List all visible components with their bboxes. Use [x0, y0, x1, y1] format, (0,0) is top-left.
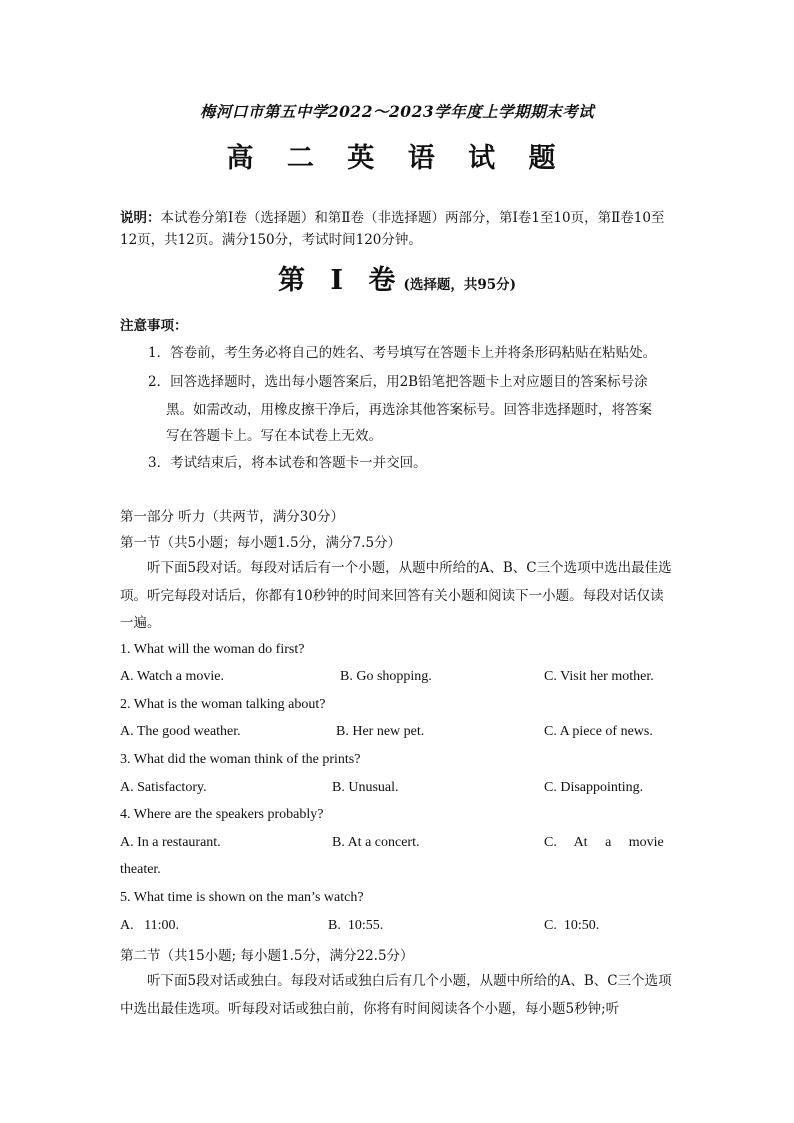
- option-c: C. Disappointing.: [544, 780, 644, 795]
- option-a: A. Satisfactory.: [120, 780, 207, 795]
- notice-item: 写在答题卡上。写在本试卷上无效。: [166, 428, 382, 444]
- school-exam-title: 梅河口市第五中学2022～2023学年度上学期期末考试: [199, 102, 595, 121]
- question-3: 3. What did the woman think of the prints?: [120, 752, 361, 767]
- option-a: A. Watch a movie.: [120, 669, 224, 684]
- section2-instructions: 听下面5段对话或独白。每段对话或独白后有几个小题，从题中所给的A、B、C三个选项中选出最佳选项。听每段对话或独白前，你将有时间阅读各个小题，每小题5秒钟;听: [120, 973, 672, 1017]
- description-text: 本试卷分第Ⅰ卷（选择题）和第Ⅱ卷（非选择题）两部分，第Ⅰ卷1至10页，第Ⅱ卷10至12页，共12页。满分150分，考试时间120分钟。: [120, 210, 665, 248]
- option-b: B. Unusual.: [332, 780, 399, 795]
- option-a: A. The good weather.: [120, 724, 241, 739]
- notice-item: 2．回答选择题时，选出每小题答案后，用2B铅笔把答题卡上对应题目的答案标号涂: [148, 374, 648, 390]
- option-c: C. At a movie: [544, 835, 664, 850]
- subject-title: 高 二 英 语 试 题: [226, 143, 568, 174]
- notice-heading: 注意事项：: [120, 318, 188, 334]
- section2-heading: 第二节（共15小题; 每小题1.5分，满分22.5分）: [120, 948, 414, 964]
- question-4: 4. Where are the speakers probably?: [120, 807, 324, 822]
- option-a: A. In a restaurant.: [120, 835, 221, 850]
- option-c-continuation: theater.: [120, 862, 161, 877]
- option-b: B. At a concert.: [332, 835, 420, 850]
- question-2: 2. What is the woman talking about?: [120, 697, 326, 712]
- option-b: B. 10:55.: [328, 918, 384, 933]
- section1-heading: 第一节（共5小题；每小题1.5分，满分7.5分）: [120, 535, 402, 551]
- exam-description: [120, 207, 676, 251]
- notice-item: 黑。如需改动，用橡皮擦干净后，再选涂其他答案标号。回答非选择题时，将答案: [166, 402, 652, 418]
- description-label: 说明：: [120, 210, 161, 226]
- option-b: B. Go shopping.: [340, 669, 432, 684]
- volume-title: 第 Ⅰ 卷: [278, 265, 404, 296]
- option-c: C. Visit her mother.: [544, 669, 654, 684]
- option-a: A. 11:00.: [120, 918, 179, 933]
- part1-heading: 第一部分 听力（共两节，满分30分）: [120, 509, 344, 525]
- section1-instructions: 听下面5段对话。每段对话后有一个小题，从题中所给的A、B、C三个选项中选出最佳选项。听完每段对话后，你都有10秒钟的时间来回答有关小题和阅读下一小题。每段对话仅读一遍。: [120, 560, 672, 631]
- question-5: 5. What time is shown on the man’s watch?: [120, 890, 364, 905]
- notice-item: 3．考试结束后，将本试卷和答题卡一并交回。: [148, 455, 427, 471]
- question-1: 1. What will the woman do first?: [120, 642, 305, 657]
- option-b: B. Her new pet.: [336, 724, 425, 739]
- volume-heading: [0, 258, 794, 297]
- option-c: C. 10:50.: [544, 918, 600, 933]
- notice-item: 1．答卷前，考生务必将自己的姓名、考号填写在答题卡上并将条形码粘贴在粘贴处。: [148, 345, 657, 361]
- volume-subtitle: (选择题，共95分): [403, 277, 516, 293]
- option-c: C. A piece of news.: [544, 724, 653, 739]
